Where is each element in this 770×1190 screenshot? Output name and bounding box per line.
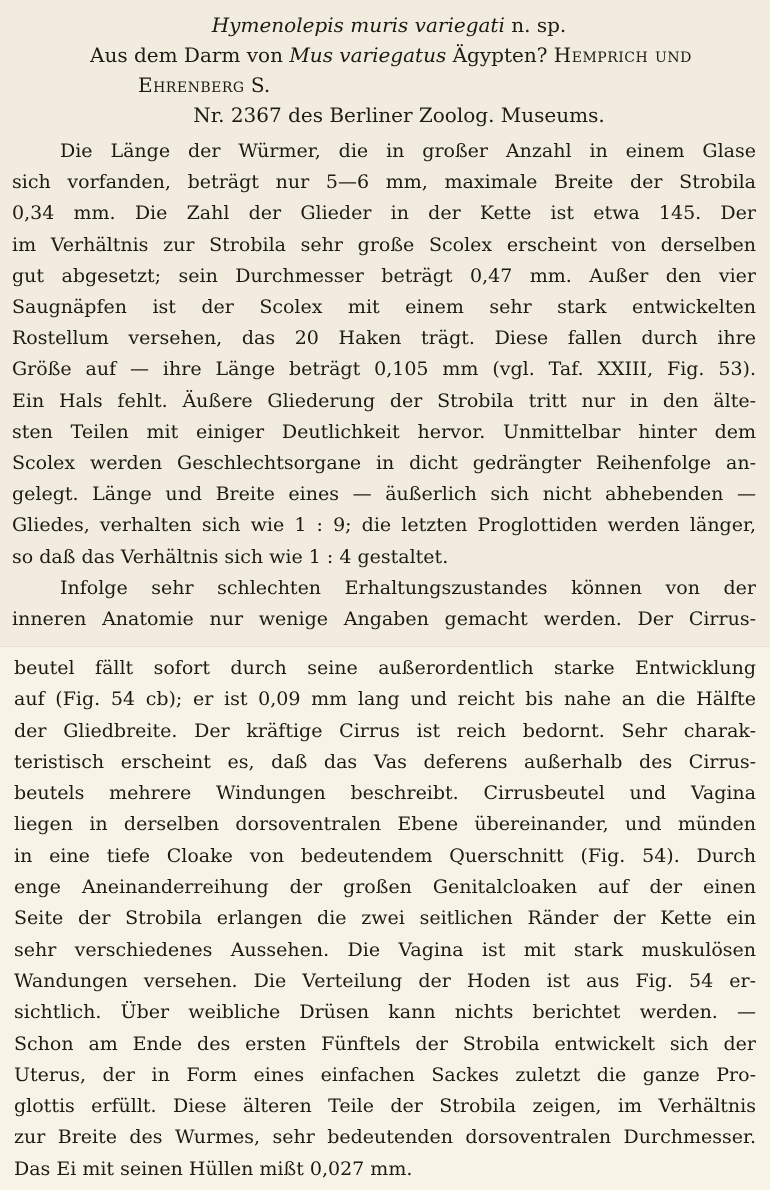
specimen-source bbox=[12, 40, 756, 70]
paragraph-2-line: Wandungen versehen. Die Verteilung der Hoden ist aus Fig. 54 er- bbox=[14, 969, 756, 992]
paragraph-2-line: in eine tiefe Cloake von bedeutendem Querschnitt (Fig. 54). Durch bbox=[14, 844, 756, 867]
museum-number: Nr. 2367 des Berliner Zoolog. Museums. bbox=[193, 103, 605, 127]
paragraph-1-line: Rostellum versehen, das 20 Haken trägt. Diese fallen durch ihre bbox=[12, 327, 756, 350]
collector-suffix: S. bbox=[244, 73, 271, 97]
paragraph-2-line: zur Breite des Wurmes, sehr bedeutenden dorsoventralen Durchmesser. bbox=[14, 1126, 756, 1149]
paragraph-1-line: sich vorfanden, beträgt nur 5—6 mm, maximale Breite der Strobila bbox=[12, 171, 756, 194]
paragraph-1-line: 0,34 mm. Die Zahl der Glieder in der Kette ist etwa 145. Der bbox=[12, 202, 756, 225]
host-species: Mus variegatus bbox=[289, 43, 447, 67]
species-title bbox=[12, 10, 756, 40]
paragraph-2-line: inneren Anatomie nur wenige Angaben gemacht werden. Der Cirrus- bbox=[12, 608, 756, 631]
paragraph-2-line: Uterus, der in Form eines einfachen Sackes zuletzt die ganze Pro- bbox=[14, 1063, 756, 1086]
paragraph-2-line: beutels mehrere Windungen beschreibt. Cirrusbeutel und Vagina bbox=[14, 782, 756, 805]
paragraph-2-line: auf (Fig. 54 cb); er ist 0,09 mm lang und reicht bis nahe an die Hälfte bbox=[14, 688, 756, 711]
species-name: Hymenolepis muris variegati bbox=[211, 13, 505, 37]
paragraph-2-line: teristisch erscheint es, daß das Vas deferens außerhalb des Cirrus- bbox=[14, 750, 756, 773]
collector-name-1: Hemprich und bbox=[553, 43, 692, 67]
paragraph-2-line: glottis erfüllt. Diese älteren Teile der Strobila zeigen, im Verhältnis bbox=[14, 1095, 756, 1118]
paragraph-2-line: der Gliedbreite. Der kräftige Cirrus ist reich bedornt. Sehr charak- bbox=[14, 719, 756, 742]
paragraph-1-line: sten Teilen mit einiger Deutlichkeit hervor. Unmittelbar hinter dem bbox=[12, 420, 756, 443]
paragraph-2-line: sehr verschiedenes Aussehen. Die Vagina ist mit stark muskulösen bbox=[14, 938, 756, 961]
paragraph-description bbox=[12, 136, 756, 573]
paragraph-2-line: Schon am Ende des ersten Fünftels der Strobila entwickelt sich der bbox=[14, 1032, 756, 1055]
paragraph-1-line: Ein Hals fehlt. Äußere Gliederung der Strobila tritt nur in den älte- bbox=[12, 389, 756, 412]
paragraph-2-line: beutel fällt sofort durch seine außerordentlich starke Entwicklung bbox=[14, 657, 756, 679]
paragraph-2-line: enge Aneinanderreihung der großen Genitalcloaken auf der einen bbox=[14, 876, 756, 899]
new-species-marker: n. sp. bbox=[504, 13, 567, 37]
lower-page-scan bbox=[0, 646, 770, 1190]
paragraph-1-line: so daß das Verhältnis sich wie 1 : 4 gestaltet. bbox=[12, 545, 449, 568]
paragraph-2-line: Das Ei mit seinen Hüllen mißt 0,027 mm. bbox=[14, 1157, 413, 1180]
paragraph-1-line: Gliedes, verhalten sich wie 1 : 9; die letzten Proglottiden werden länger, bbox=[12, 514, 756, 537]
paragraph-anatomy-start bbox=[12, 573, 756, 635]
paragraph-2-line: liegen in derselben dorsoventralen Ebene übereinander, und münden bbox=[14, 813, 756, 836]
paragraph-1-line: gelegt. Länge und Breite eines — äußerlich sich nicht abhebenden — bbox=[12, 483, 756, 506]
collector-name-2: Ehrenberg bbox=[138, 73, 245, 97]
source-prefix: Aus dem Darm von bbox=[90, 43, 290, 67]
paragraph-2-line: Seite der Strobila erlangen die zwei seitlichen Ränder der Kette ein bbox=[14, 907, 756, 930]
paragraph-1-line: im Verhältnis zur Strobila sehr große Scolex erscheint von derselben bbox=[12, 233, 756, 256]
paragraph-1-line: Die Länge der Würmer, die in großer Anzahl in einem Glase bbox=[60, 140, 756, 162]
paragraph-2-line: sichtlich. Über weibliche Drüsen kann nichts berichtet werden. — bbox=[14, 1001, 756, 1024]
paragraph-1-line: Saugnäpfen ist der Scolex mit einem sehr stark entwickelten bbox=[12, 296, 756, 319]
specimen-source-continued bbox=[12, 70, 756, 100]
source-locality: Ägypten? bbox=[446, 43, 554, 67]
paragraph-1-line: Größe auf — ihre Länge beträgt 0,105 mm (vgl. Taf. XXIII, Fig. 53). bbox=[12, 358, 756, 381]
paragraph-1-line: Scolex werden Geschlechtsorgane in dicht gedrängter Reihenfolge an- bbox=[12, 452, 756, 475]
paragraph-anatomy-continued bbox=[14, 653, 756, 1185]
paragraph-1-line: gut abgesetzt; sein Durchmesser beträgt 0,47 mm. Außer den vier bbox=[12, 264, 756, 287]
paragraph-2-line: Infolge sehr schlechten Erhaltungszustandes können von der bbox=[60, 576, 756, 599]
